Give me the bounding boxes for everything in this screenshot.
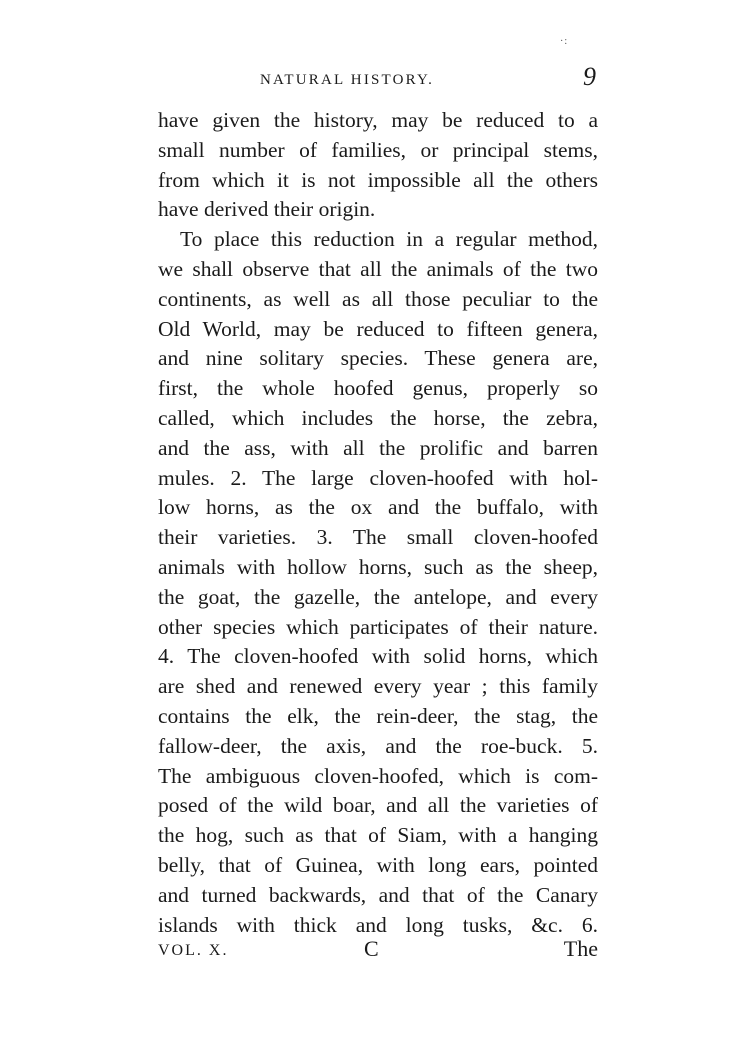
text-line: from which it is not impossible all the others [158, 167, 598, 192]
signature-mark: C [364, 936, 379, 961]
text-line: small number of families, or principal stems, [158, 137, 598, 162]
text-line: have given the history, may be reduced to a [158, 108, 598, 132]
text-line: contains the elk, the rein-deer, the stag, the [158, 703, 598, 728]
text-line: posed of the wild boar, and all the varieties of [158, 793, 598, 818]
text-line: islands with thick and long tusks, &c. 6. [158, 912, 598, 937]
text-line: the hog, such as that of Siam, with a hanging [158, 823, 598, 848]
text-line: The ambiguous cloven-hoofed, which is com- [158, 763, 598, 788]
text-line: 4. The cloven-hoofed with solid horns, which [158, 644, 598, 669]
running-head: NATURAL HISTORY. [260, 72, 435, 88]
text-line: and the ass, with all the prolific and barren [158, 435, 598, 460]
text-line: Old World, may be reduced to fifteen genera, [158, 316, 598, 341]
text-line: animals with hollow horns, such as the sheep, [158, 554, 598, 579]
text-line: the goat, the gazelle, the antelope, and every [158, 584, 598, 609]
page-footer [158, 936, 598, 970]
paragraph-first-line: To place this reduction in a regular method, [180, 227, 598, 252]
text-line: fallow-deer, the axis, and the roe-buck. 5. [158, 733, 598, 758]
catchword: The [563, 936, 598, 961]
page-number: 9 [583, 62, 596, 91]
page-header [158, 62, 598, 92]
text-line: first, the whole hoofed genus, properly so [158, 376, 598, 401]
volume-signature: VOL. X. [158, 942, 229, 959]
text-line: mules. 2. The large cloven-hoofed with hol- [158, 465, 598, 490]
text-line: other species which participates of their nature. [158, 614, 598, 639]
text-line: their varieties. 3. The small cloven-hoofed [158, 525, 598, 550]
text-line: belly, that of Guinea, with long ears, pointed [158, 852, 598, 877]
text-line: and nine solitary species. These genera are, [158, 346, 598, 371]
body-text [158, 106, 598, 940]
text-line: have derived their origin. [158, 197, 376, 222]
text-line: called, which includes the horse, the zebra, [158, 405, 598, 430]
print-speck: ·: [560, 36, 569, 47]
text-line: we shall observe that all the animals of the two [158, 256, 598, 281]
text-line: are shed and renewed every year ; this family [158, 674, 598, 699]
text-line: continents, as well as all those peculiar to the [158, 286, 598, 311]
text-line: low horns, as the ox and the buffalo, with [158, 495, 598, 520]
text-line: and turned backwards, and that of the Canary [158, 882, 598, 907]
